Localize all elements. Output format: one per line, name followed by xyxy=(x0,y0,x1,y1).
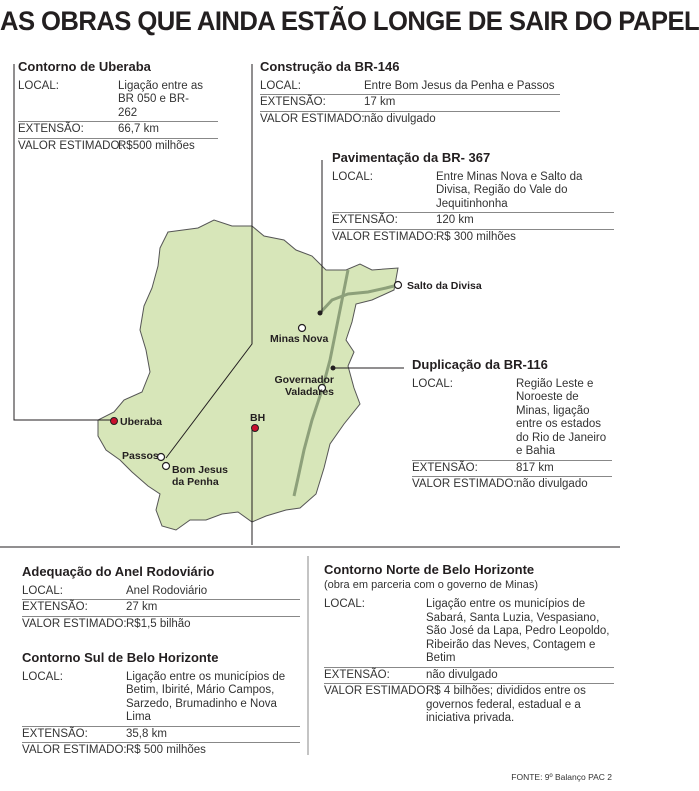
project-title: Adequação do Anel Rodoviário xyxy=(22,564,215,579)
extensao-value: 27 km xyxy=(126,601,158,613)
extensao-row xyxy=(260,95,560,112)
project-title: Contorno Norte de Belo Horizonte xyxy=(324,562,535,577)
valor-value: não divulgado xyxy=(516,478,588,490)
extensao-row xyxy=(22,727,300,744)
local-value: Ligação entre as BR 050 e BR- 262 xyxy=(118,79,204,119)
city-bh: BH xyxy=(250,412,266,424)
valor-label: VALOR ESTIMADO: xyxy=(260,112,365,125)
local-label: LOCAL: xyxy=(412,377,453,390)
local-row xyxy=(22,584,300,601)
extensao-label: EXTENSÃO: xyxy=(324,668,390,681)
local-row xyxy=(412,377,612,461)
valor-label: VALOR ESTIMADO: xyxy=(22,617,127,630)
extensao-label: EXTENSÃO: xyxy=(22,727,88,740)
valor-row xyxy=(18,139,218,155)
local-value: Ligação entre os municípios de Sabará, Santa Luzia, Vespasiano, São José da Lapa, Pedro Leopoldo, Ribeirão das Neves, Contagem e Betim xyxy=(426,598,610,664)
local-label: LOCAL: xyxy=(22,670,63,683)
local-value: Região Leste e Noroeste de Minas, ligação entre os estados do Rio de Janeiro e Bahia xyxy=(516,377,607,457)
project-uberaba xyxy=(18,60,218,154)
valor-value: R$500 milhões xyxy=(118,139,195,152)
marker-br116-point xyxy=(331,366,336,371)
valor-row xyxy=(324,684,614,727)
local-row xyxy=(260,79,560,96)
valor-label: VALOR ESTIMADO: xyxy=(412,478,517,490)
marker-minas-nova xyxy=(299,325,306,332)
valor-value: R$ 500 milhões xyxy=(126,744,206,756)
city-minas-nova: Minas Nova xyxy=(270,333,329,345)
valor-value: não divulgado xyxy=(364,112,436,125)
project-title: Construção da BR-146 xyxy=(260,59,400,74)
project-title: Contorno Sul de Belo Horizonte xyxy=(22,650,219,665)
extensao-row xyxy=(324,668,614,685)
city-bom-jesus: Bom Jesus da Penha xyxy=(172,464,229,488)
extensao-row xyxy=(412,461,612,478)
extensao-value: 35,8 km xyxy=(126,727,167,740)
extensao-label: EXTENSÃO: xyxy=(332,214,398,226)
project-note: (obra em parceria com o governo de Minas) xyxy=(324,578,538,591)
valor-row xyxy=(22,617,300,633)
project-norte-bh xyxy=(324,563,614,727)
local-value: Entre Bom Jesus da Penha e Passos xyxy=(364,79,555,92)
marker-br367-point xyxy=(318,311,323,316)
local-label: LOCAL: xyxy=(260,79,301,92)
marker-bh xyxy=(252,425,259,432)
project-title: Duplicação da BR-116 xyxy=(412,357,548,372)
extensao-label: EXTENSÃO: xyxy=(22,601,88,613)
valor-label: VALOR ESTIMADO: xyxy=(22,744,127,756)
local-row xyxy=(22,670,300,727)
state-outline xyxy=(98,220,398,530)
valor-label: VALOR ESTIMADO: xyxy=(18,139,123,152)
city-governador-valadares: Governador Valadares xyxy=(274,374,334,398)
project-title: Contorno de Uberaba xyxy=(18,59,151,74)
city-salto-divisa: Salto da Divisa xyxy=(407,280,482,292)
marker-uberaba xyxy=(111,418,118,425)
valor-row xyxy=(260,112,560,128)
extensao-label: EXTENSÃO: xyxy=(260,96,326,108)
extensao-label: EXTENSÃO: xyxy=(18,123,84,135)
valor-value: R$ 4 bilhões; divididos entre os governos federal, estadual e a iniciativa privada. xyxy=(426,685,586,724)
extensao-row xyxy=(332,213,614,230)
extensao-value: 66,7 km xyxy=(118,123,159,135)
local-label: LOCAL: xyxy=(324,598,365,610)
valor-value: R$1,5 bilhão xyxy=(126,617,191,630)
local-row xyxy=(18,79,218,123)
page-title: AS OBRAS QUE AINDA ESTÃO LONGE DE SAIR DO PAPEL xyxy=(0,6,699,36)
project-br146 xyxy=(260,60,560,127)
valor-row xyxy=(332,230,614,246)
project-br116 xyxy=(412,358,612,493)
extensao-value: 17 km xyxy=(364,96,396,108)
local-value: Ligação entre os municípios de Betim, Ibirité, Mário Campos, Sarzedo, Brumadinho e Nova Lima xyxy=(126,670,286,723)
valor-label: VALOR ESTIMADO: xyxy=(324,685,429,697)
city-passos: Passos xyxy=(122,450,159,462)
project-anel xyxy=(22,565,300,632)
extensao-value: 120 km xyxy=(436,214,474,226)
local-row xyxy=(324,597,614,668)
local-label: LOCAL: xyxy=(18,79,59,92)
extensao-row xyxy=(18,122,218,139)
extensao-value: 817 km xyxy=(516,461,554,474)
extensao-label: EXTENSÃO: xyxy=(412,461,478,474)
valor-row xyxy=(22,743,300,759)
local-value: Entre Minas Nova e Salto da Divisa, Região do Vale do Jequitinhonha xyxy=(436,170,583,210)
extensao-value: não divulgado xyxy=(426,668,498,681)
valor-value: R$ 300 milhões xyxy=(436,230,516,243)
project-title: Pavimentação da BR- 367 xyxy=(332,150,491,165)
marker-bom-jesus xyxy=(163,463,170,470)
local-value: Anel Rodoviário xyxy=(126,584,208,597)
source-note: FONTE: 9º Balanço PAC 2 xyxy=(511,772,612,782)
project-sul-bh xyxy=(22,651,300,759)
marker-salto-divisa xyxy=(395,282,402,289)
local-label: LOCAL: xyxy=(22,584,63,597)
local-label: LOCAL: xyxy=(332,170,373,183)
valor-label: VALOR ESTIMADO: xyxy=(332,230,437,243)
valor-row xyxy=(412,477,612,493)
extensao-row xyxy=(22,600,300,617)
city-uberaba: Uberaba xyxy=(120,416,163,428)
local-row xyxy=(332,170,614,214)
project-br367 xyxy=(332,151,614,245)
